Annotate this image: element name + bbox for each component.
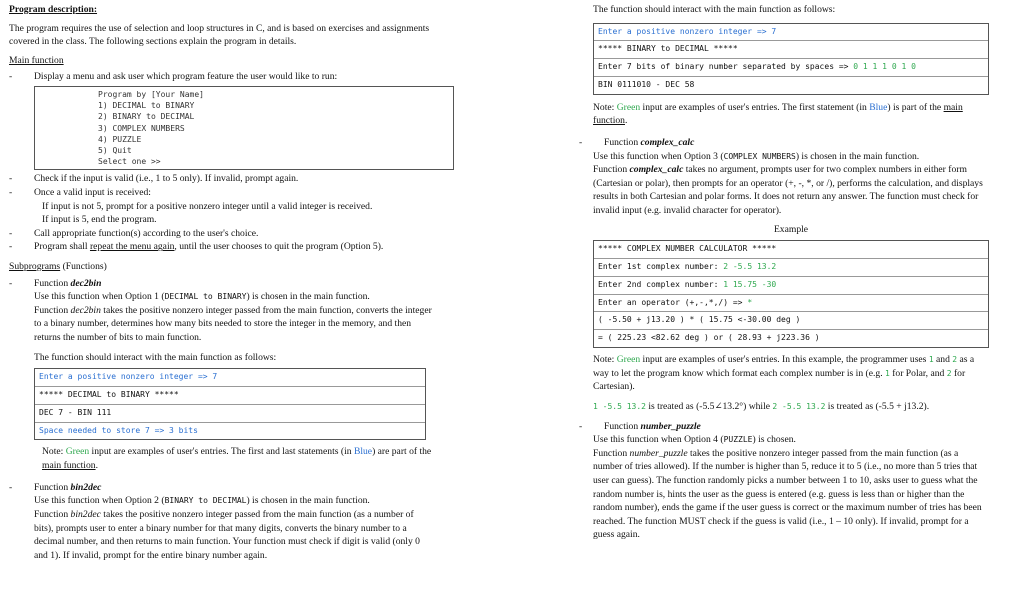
box3-result: = ( 225.23 <82.62 deg ) or ( 28.93 + j223.36 ) bbox=[598, 333, 820, 343]
box1-prompt: Enter a positive nonzero integer => 7 bbox=[35, 369, 425, 387]
menu-box bbox=[34, 86, 454, 170]
example-label: Example bbox=[773, 223, 809, 235]
bin2dec-example-box bbox=[593, 23, 989, 95]
menu-line: Select one >> bbox=[98, 157, 161, 167]
complex-text1: Use this function when Option 3 (COMPLEX NUMBERS) is chosen in the main function. bbox=[593, 150, 920, 162]
menu-line: 4) PUZZLE bbox=[98, 134, 142, 144]
puzzle-text2: Function number_puzzle takes the positive nonzero integer passed from the main function (as a number of tries allowed). If the number is higher than 5, reduce it to 5 (i.e., no more than 5 tries that user can guess). The function randomly picks a number between 1 to 10, asks user to guess what the random number is, hints the user as the guess is entered (e.g. guess is less than or higher than the random number), ends the game if the user guess is correct or the maximum number of tries has been reached. The function MUST check if the guess is valid (i.e., 1 – 10 only). If invalid, prompt for a guess again. bbox=[593, 447, 982, 541]
box1-result: DEC 7 - BIN 111 bbox=[35, 405, 425, 423]
box3-operator: Enter an operator (+,-,*,/) => * bbox=[594, 295, 988, 313]
box3-first: Enter 1st complex number: 2 -5.5 13.2 bbox=[594, 259, 988, 277]
complex-example-box bbox=[593, 240, 989, 348]
dec2bin-title: - Function dec2bin bbox=[9, 277, 102, 289]
main-bullet-validate: - Check if the input is valid (i.e., 1 to 5 only). If invalid, prompt again. bbox=[9, 173, 299, 185]
dec2bin-interact-text: The function should interact with the main function as follows: bbox=[34, 351, 277, 363]
box3-title: ***** COMPLEX NUMBER CALCULATOR ***** bbox=[594, 241, 988, 259]
main-bullet-repeat: - Program shall repeat the menu again, until the user chooses to quit the program (Option 5). bbox=[9, 241, 384, 253]
main-function-heading: Main function bbox=[9, 54, 64, 66]
menu-line: 1) DECIMAL to BINARY bbox=[98, 101, 195, 111]
complex-text2: Function complex_calc takes no argument, prompts user for two complex numbers in either form (Cartesian or polar), then prompts for an operator (+, -, *, or /), performs the calculation, and displays results in both Cartesian and polar forms. It does not return any answer. The function must check for invalid input (e.g. invalid character for operator). bbox=[593, 164, 983, 217]
valid-input-not5: If input is not 5, prompt for a positive nonzero integer until a valid integer is received. bbox=[42, 200, 373, 212]
box3-expression: ( -5.50 + j13.20 ) * ( 15.75 <-30.00 deg ) bbox=[594, 312, 988, 330]
complex-title: - Function complex_calc bbox=[579, 137, 695, 149]
right-column bbox=[579, 0, 989, 542]
subprograms-heading: Subprograms (Functions) bbox=[9, 261, 107, 273]
main-bullet-valid-input: - Once a valid input is received: bbox=[9, 186, 151, 198]
menu-line: 2) BINARY to DECIMAL bbox=[98, 112, 195, 122]
note3: Note: Green input are examples of user's entries. In this example, the programmer uses 1 and 2 as a way to let the program know which format each complex number is in (e.g. 1 for Polar, and 2 for Cartesian). bbox=[593, 354, 975, 393]
box2-title: ***** BINARY to DECIMAL ***** bbox=[594, 41, 988, 59]
box2-result: BIN 0111010 - DEC 58 bbox=[598, 80, 695, 89]
menu-line: Program by [Your Name] bbox=[98, 90, 204, 100]
main-bullet-menu: - Display a menu and ask user which program feature the user would like to run: bbox=[9, 71, 338, 83]
note1: Note: Green input are examples of user's entries. The first and last statements (in Blue) are part of the main function. bbox=[42, 446, 432, 472]
dec2bin-example-box bbox=[34, 368, 426, 440]
box2-prompt: Enter a positive nonzero integer => 7 bbox=[594, 24, 988, 42]
program-description-heading: Program description: bbox=[9, 4, 98, 15]
dec2bin-text2: Function dec2bin takes the positive nonzero integer passed from the main function, converts the integer to a binary number, determines how many bits needed to store the integer in the memory, and then returns the number of bits to main function. bbox=[34, 304, 432, 344]
box2-enter: Enter 7 bits of binary number separated by spaces => 0 1 1 1 0 1 0 bbox=[594, 59, 988, 77]
box1-space: Space needed to store 7 => 3 bits bbox=[39, 425, 198, 435]
bin2dec-text2: Function bin2dec takes the positive nonzero integer passed from the main function (as a number of bits), prompts user to enter a binary number for that many digits, converts the binary number to a decimal number, and then returns to main function. Your function must check if digit is valid (only 0 and 1). If invalid, prompt for the entire binary number again. bbox=[34, 508, 420, 561]
box1-title: ***** DECIMAL to BINARY ***** bbox=[35, 387, 425, 405]
bin2dec-title: - Function bin2dec bbox=[9, 481, 102, 493]
puzzle-title: - Function number_puzzle bbox=[579, 420, 701, 432]
bin2dec-interact-text: The function should interact with the main function as follows: bbox=[593, 4, 836, 15]
bin2dec-text1: Use this function when Option 2 (BINARY to DECIMAL) is chosen in the main function. bbox=[34, 495, 370, 507]
dec2bin-text1: Use this function when Option 1 (DECIMAL to BINARY) is chosen in the main function. bbox=[34, 291, 370, 303]
menu-line: 5) Quit bbox=[98, 145, 132, 155]
valid-input-is5: If input is 5, end the program. bbox=[42, 214, 157, 226]
note2: Note: Green input are examples of user's entries. The first statement (in Blue) is part of the main function. bbox=[593, 101, 963, 127]
box3-second: Enter 2nd complex number: 1 15.75 -30 bbox=[594, 277, 988, 295]
intro-paragraph: The program requires the use of selection and loop structures in C, and is based on exercises and assignments covered in the class. The following sections explain the program in details. bbox=[9, 22, 430, 48]
puzzle-text1: Use this function when Option 4 (PUZZLE) is chosen. bbox=[593, 434, 796, 446]
menu-line: 3) COMPLEX NUMBERS bbox=[98, 123, 185, 133]
left-column bbox=[9, 0, 434, 562]
treated-line: 1 -5.5 13.2 is treated as (-5.5∠13.2°) while 2 -5.5 13.2 is treated as (-5.5 + j13.2). bbox=[593, 400, 930, 412]
main-bullet-call: - Call appropriate function(s) according to the user's choice. bbox=[9, 227, 259, 239]
